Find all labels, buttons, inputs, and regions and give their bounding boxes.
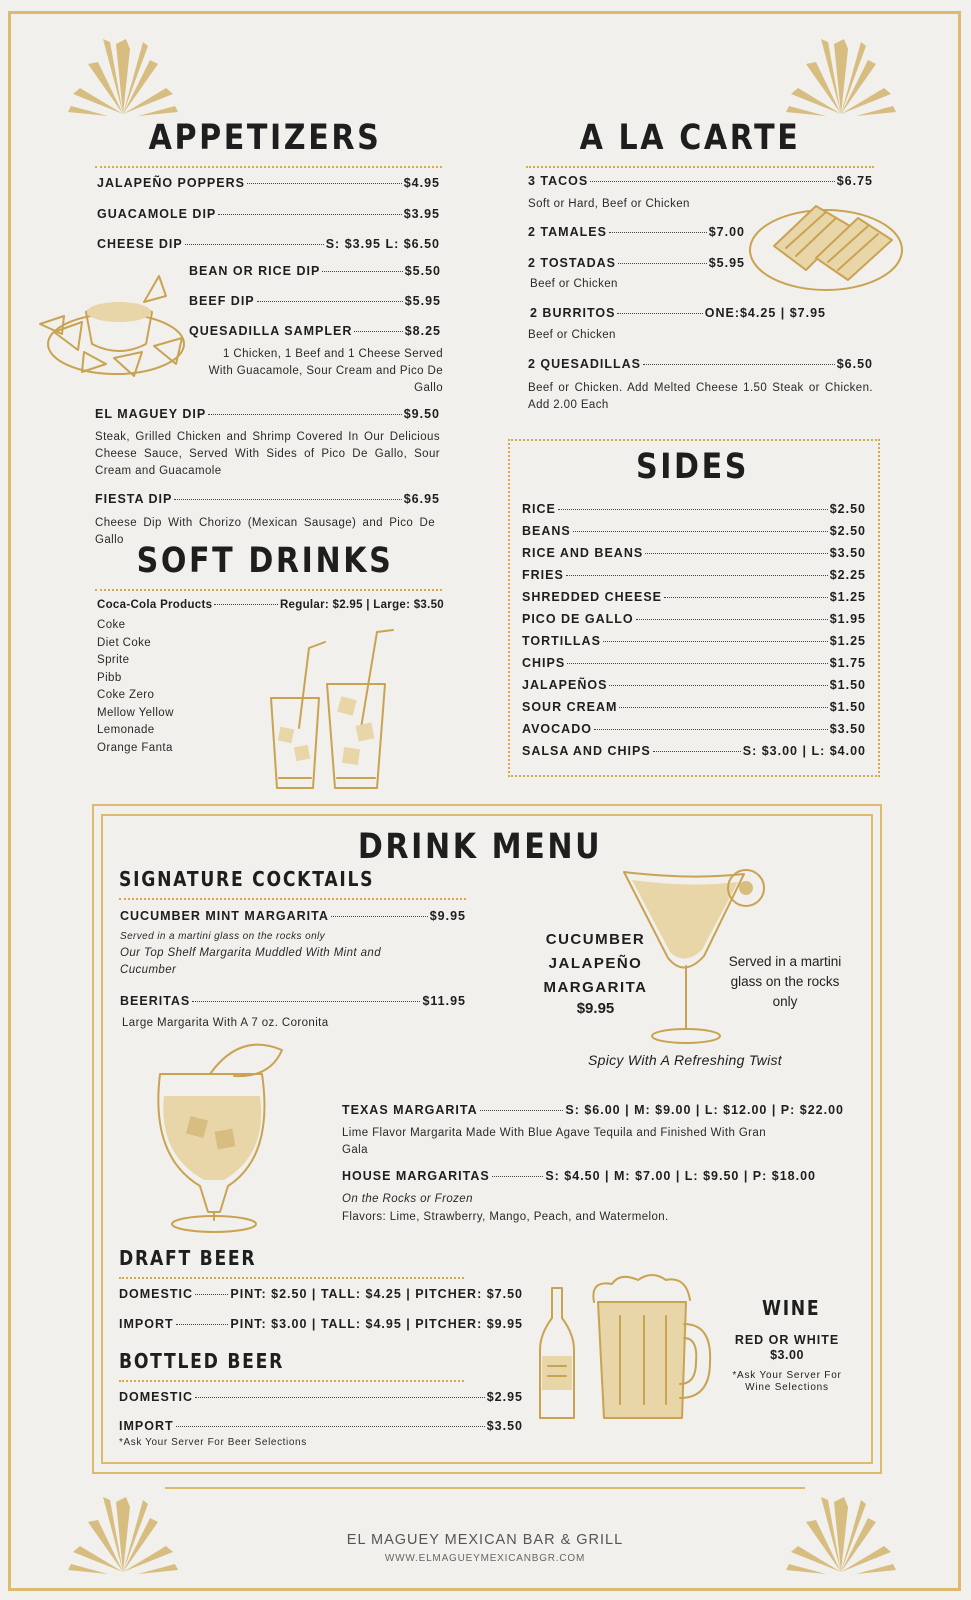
appetizer-item xyxy=(97,176,440,190)
cocktail-item xyxy=(120,994,466,1008)
agave-icon xyxy=(68,1482,178,1577)
soda-glasses-icon xyxy=(265,628,415,793)
a-la-carte-item xyxy=(528,256,745,270)
item-name: Coca-Cola Products xyxy=(97,599,213,611)
draft-item xyxy=(119,1287,523,1301)
list-item: Coke xyxy=(97,619,126,631)
item-name: 2 QUESADILLAS xyxy=(528,357,642,371)
item-name: AVOCADO xyxy=(522,722,592,736)
list-item: Mellow Yellow xyxy=(97,706,174,719)
agave-icon xyxy=(68,24,178,119)
item-name: JALAPEÑOS xyxy=(522,678,608,692)
item-price: $2.25 xyxy=(829,568,866,582)
item-price: S: $4.50 | M: $7.00 | L: $9.50 | P: $18.00 xyxy=(545,1169,816,1183)
item-name: CHIPS xyxy=(522,656,566,670)
item-price: PINT: $3.00 | TALL: $4.95 | PITCHER: $9.95 xyxy=(230,1317,523,1331)
list-item xyxy=(522,568,866,590)
featured-cocktail-price: $9.95 xyxy=(576,1000,615,1017)
list-item xyxy=(522,634,866,656)
agave-icon xyxy=(786,1482,896,1577)
list-item: Coke Zero xyxy=(97,689,155,701)
draft-beer-title: DRAFT BEER xyxy=(119,1246,257,1270)
item-name: SALSA AND CHIPS xyxy=(522,744,651,758)
item-name: QUESADILLA SAMPLER xyxy=(189,324,353,338)
list-item xyxy=(522,590,866,612)
item-name: RICE AND BEANS xyxy=(522,546,644,560)
item-description: Our Top Shelf Margarita Muddled With Mint and Cucumber xyxy=(120,947,382,976)
item-price: S: $6.00 | M: $9.00 | L: $12.00 | P: $22.00 xyxy=(565,1103,844,1117)
item-description: Flavors: Lime, Strawberry, Mango, Peach, and Watermelon. xyxy=(342,1211,669,1223)
cocktail-item xyxy=(120,909,466,923)
bottled-beer-title: BOTTLED BEER xyxy=(119,1349,285,1373)
appetizer-item xyxy=(97,237,440,251)
item-description: Beef or Chicken xyxy=(530,278,618,290)
wine-note: *Ask Your Server For Wine Selections xyxy=(732,1370,842,1393)
item-description: Beef or Chicken xyxy=(528,329,616,341)
appetizer-item xyxy=(95,492,440,506)
featured-cocktail-note: Served in a martini glass on the rocks only xyxy=(728,954,842,1009)
item-price: $3.50 xyxy=(829,546,866,560)
divider xyxy=(95,589,442,591)
hurricane-glass-icon xyxy=(150,1036,290,1236)
list-item: Sprite xyxy=(97,654,130,666)
wine-title: WINE xyxy=(762,1296,821,1320)
item-name: BEEF DIP xyxy=(189,294,255,308)
list-item xyxy=(522,502,866,524)
fiesta-description: Cheese Dip With Chorizo (Mexican Sausage) and Pico De Gallo xyxy=(95,517,435,546)
item-price: S: $3.00 | L: $4.00 xyxy=(742,744,866,758)
soft-drinks-title: SOFT DRINKS xyxy=(136,541,394,581)
item-name: JALAPEÑO POPPERS xyxy=(97,176,245,190)
item-price: $5.95 xyxy=(404,294,441,308)
item-name: PICO DE GALLO xyxy=(522,612,634,626)
list-item xyxy=(522,700,866,722)
item-name: BEAN OR RICE DIP xyxy=(189,264,321,278)
beer-bottle-icon xyxy=(536,1284,578,1424)
soft-drinks-list xyxy=(97,617,247,757)
drink-menu-title: DRINK MENU xyxy=(357,827,603,867)
website-link[interactable]: WWW.ELMAGUEYMEXICANBGR.COM xyxy=(384,1553,586,1564)
item-price: S: $3.95 L: $6.50 xyxy=(325,237,440,251)
list-item: Pibb xyxy=(97,671,122,684)
item-price: $8.25 xyxy=(404,324,441,338)
item-name: SOUR CREAM xyxy=(522,700,618,714)
soft-drinks-header xyxy=(97,599,444,611)
item-name: FRIES xyxy=(522,568,564,582)
cocktail-item xyxy=(342,1169,816,1183)
divider xyxy=(119,1380,464,1382)
item-price: $3.95 xyxy=(403,207,440,221)
a-la-carte-item xyxy=(528,174,873,188)
item-name: HOUSE MARGARITAS xyxy=(342,1169,490,1183)
item-name: DOMESTIC xyxy=(119,1390,193,1404)
item-name: IMPORT xyxy=(119,1419,174,1433)
item-name: 2 TAMALES xyxy=(528,225,607,239)
list-item xyxy=(522,612,866,634)
divider xyxy=(119,898,466,900)
beer-note: *Ask Your Server For Beer Selections xyxy=(119,1437,307,1448)
item-price: $1.25 xyxy=(829,634,866,648)
item-price: $3.50 xyxy=(486,1419,523,1433)
item-price: $2.50 xyxy=(829,524,866,538)
footer-divider xyxy=(165,1487,805,1489)
item-price: $11.95 xyxy=(422,994,466,1008)
list-item: Orange Fanta xyxy=(97,741,173,754)
bottled-item xyxy=(119,1390,523,1404)
item-price: $9.95 xyxy=(429,909,466,923)
agave-icon xyxy=(786,24,896,119)
item-price: $6.75 xyxy=(836,174,873,188)
item-price: $6.95 xyxy=(403,492,440,506)
item-price: $1.50 xyxy=(829,700,866,714)
item-description: Large Margarita With A 7 oz. Coronita xyxy=(122,1017,329,1029)
item-price: $5.50 xyxy=(404,264,441,278)
list-item xyxy=(522,744,866,766)
list-item xyxy=(522,656,866,678)
a-la-carte-title: A LA CARTE xyxy=(579,118,801,158)
item-name: 2 TOSTADAS xyxy=(528,256,617,270)
item-name: RICE xyxy=(522,502,556,516)
item-price: Regular: $2.95 | Large: $3.50 xyxy=(279,599,444,611)
item-description: Soft or Hard, Beef or Chicken xyxy=(528,198,690,210)
item-name: CUCUMBER MINT MARGARITA xyxy=(120,909,329,923)
item-name: 3 TACOS xyxy=(528,174,589,188)
list-item xyxy=(522,722,866,744)
el-maguey-description: Steak, Grilled Chicken and Shrimp Covered In Our Delicious Cheese Sauce, Served With Sides of Pico De Gallo, Sour Cream and Guacamole xyxy=(95,431,440,477)
a-la-carte-item xyxy=(528,225,745,239)
appetizers-title: APPETIZERS xyxy=(148,118,382,158)
item-name: DOMESTIC xyxy=(119,1287,193,1301)
signature-cocktails-title: SIGNATURE COCKTAILS xyxy=(119,867,375,891)
divider xyxy=(526,166,874,168)
item-price: $7.00 xyxy=(708,225,745,239)
restaurant-name: EL MAGUEY MEXICAN BAR & GRILL xyxy=(346,1532,624,1548)
item-price: $1.75 xyxy=(829,656,866,670)
item-price: $1.95 xyxy=(829,612,866,626)
divider xyxy=(95,166,442,168)
beer-mug-icon xyxy=(590,1272,715,1427)
item-name: EL MAGUEY DIP xyxy=(95,407,207,421)
featured-cocktail-name: CUCUMBER JALAPEÑO MARGARITA xyxy=(543,931,648,996)
item-name: GUACAMOLE DIP xyxy=(97,207,217,221)
list-item: Lemonade xyxy=(97,724,155,736)
item-price: $9.50 xyxy=(403,407,440,421)
draft-item xyxy=(119,1317,523,1331)
featured-cocktail-tagline: Spicy With A Refreshing Twist xyxy=(588,1052,782,1068)
item-price: $3.50 xyxy=(829,722,866,736)
appetizer-item xyxy=(189,264,441,278)
item-price: $1.25 xyxy=(829,590,866,604)
item-name: TORTILLAS xyxy=(522,634,601,648)
item-description: Lime Flavor Margarita Made With Blue Agave Tequila and Finished With Gran Gala xyxy=(342,1127,767,1156)
tamales-icon xyxy=(746,196,906,294)
list-item: Diet Coke xyxy=(97,636,152,649)
list-item xyxy=(522,524,866,546)
item-price: $1.50 xyxy=(829,678,866,692)
item-price: $2.95 xyxy=(486,1390,523,1404)
wine-name: RED OR WHITE xyxy=(734,1333,840,1347)
list-item xyxy=(522,546,866,568)
appetizer-item xyxy=(97,207,440,221)
item-price: $4.95 xyxy=(403,176,440,190)
sides-title: SIDES xyxy=(635,447,750,487)
item-description: Beef or Chicken. Add Melted Cheese 1.50 Steak or Chicken. Add 2.00 Each xyxy=(528,382,873,411)
item-name: TEXAS MARGARITA xyxy=(342,1103,478,1117)
item-price: $6.50 xyxy=(836,357,873,371)
item-name: IMPORT xyxy=(119,1317,174,1331)
item-price: PINT: $2.50 | TALL: $4.25 | PITCHER: $7.50 xyxy=(230,1287,523,1301)
sides-list xyxy=(522,502,866,766)
item-price: $5.95 xyxy=(708,256,745,270)
item-name: BEANS xyxy=(522,524,571,538)
list-item xyxy=(522,678,866,700)
cocktail-item xyxy=(342,1103,844,1117)
item-price: ONE:$4.25 | $7.95 xyxy=(704,306,826,320)
item-note: Served in a martini glass on the rocks only xyxy=(120,931,326,942)
item-name: BEERITAS xyxy=(120,994,191,1008)
item-name: FIESTA DIP xyxy=(95,492,173,506)
a-la-carte-item xyxy=(530,306,826,320)
a-la-carte-item xyxy=(528,357,873,371)
item-name: 2 BURRITOS xyxy=(530,306,616,320)
chips-dip-icon xyxy=(34,272,192,384)
appetizer-item xyxy=(189,324,441,338)
appetizer-item xyxy=(95,407,440,421)
appetizer-item xyxy=(189,294,441,308)
bottled-item xyxy=(119,1419,523,1433)
wine-price: $3.00 xyxy=(770,1348,804,1362)
divider xyxy=(119,1277,464,1279)
item-note: On the Rocks or Frozen xyxy=(342,1193,473,1205)
item-name: CHEESE DIP xyxy=(97,237,183,251)
item-price: $2.50 xyxy=(829,502,866,516)
item-name: SHREDDED CHEESE xyxy=(522,590,663,604)
quesadilla-description: 1 Chicken, 1 Beef and 1 Cheese Served With Guacamole, Sour Cream and Pico De Gallo xyxy=(208,348,443,394)
